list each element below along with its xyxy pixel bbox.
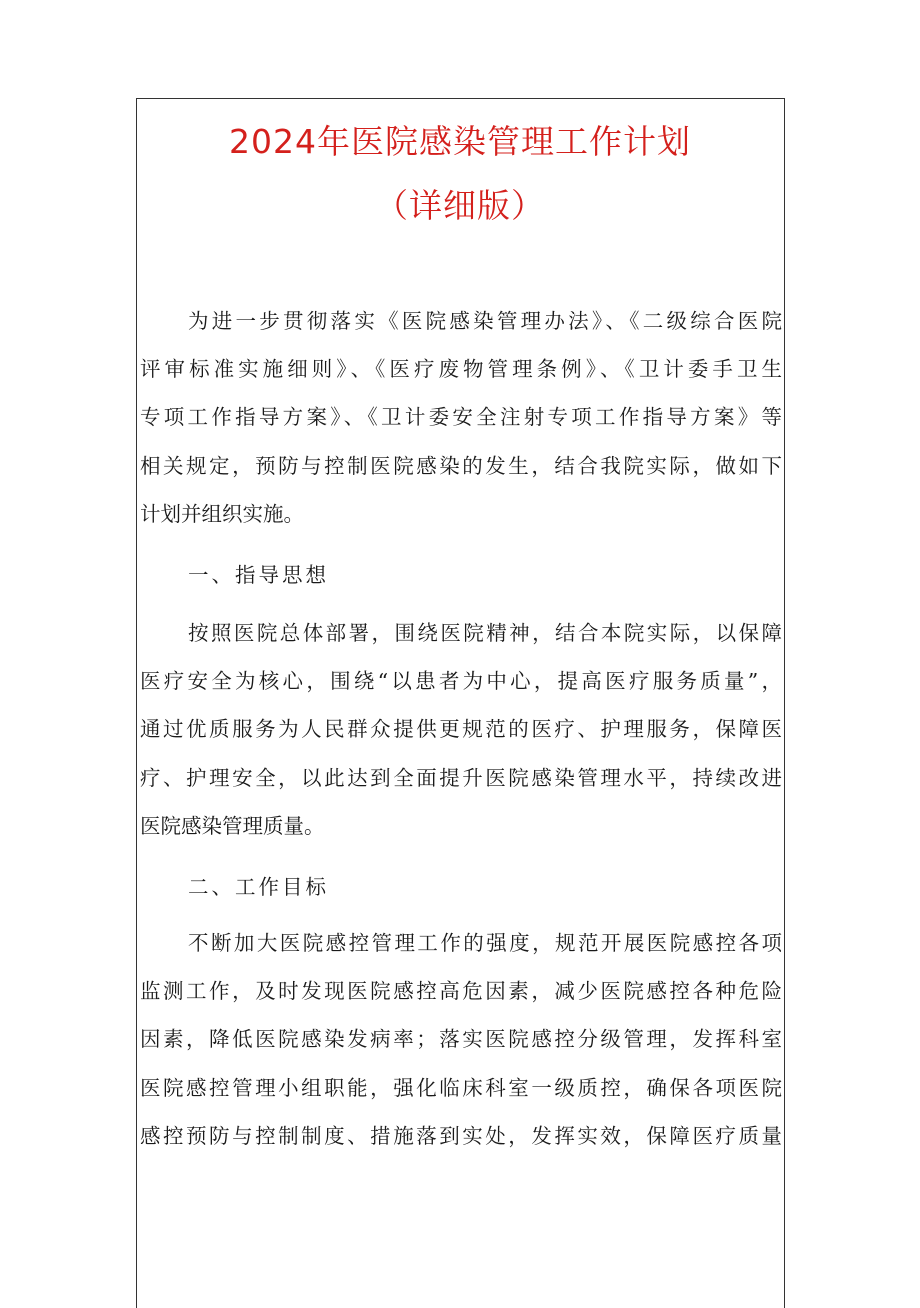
section2-line: 不断加大医院感控管理工作的强度，规范开展医院感控各项 (188, 931, 782, 955)
section1-line: 医院感染管理质量。 (140, 814, 325, 838)
section2-line: 监测工作，及时发现医院感控高危因素，减少医院感控各种危险 (140, 979, 782, 1003)
intro-line: 为进一步贯彻落实《医院感染管理办法》、《二级综合医院 (188, 309, 782, 333)
intro-line: 计划并组织实施。 (140, 502, 304, 526)
section1-line: 按照医院总体部署，围绕医院精神，结合本院实际，以保障 (188, 621, 782, 645)
document-subtitle: （详细版） (375, 186, 545, 225)
section1-line: 医疗安全为核心，围绕“以患者为中心，提高医疗服务质量”， (140, 669, 782, 693)
intro-line: 相关规定，预防与控制医院感染的发生，结合我院实际，做如下 (140, 454, 782, 478)
section2-line: 医院感控管理小组职能，强化临床科室一级质控，确保各项医院 (140, 1076, 782, 1100)
document-title: 2024年医院感染管理工作计划 (229, 122, 691, 161)
section-heading-guiding-ideology: 一、指导思想 (188, 563, 329, 587)
intro-line: 评审标准实施细则》、《医疗废物管理条例》、《卫计委手卫生 (140, 357, 782, 381)
intro-line: 专项工作指导方案》、《卫计委安全注射专项工作指导方案》等 (140, 405, 782, 429)
section1-line: 通过优质服务为人民群众提供更规范的医疗、护理服务，保障医 (140, 717, 782, 741)
section2-line: 因素，降低医院感染发病率；落实医院感控分级管理，发挥科室 (140, 1027, 782, 1051)
section2-line: 感控预防与控制制度、措施落到实处，发挥实效，保障医疗质量 (140, 1124, 782, 1148)
section-heading-work-goals: 二、工作目标 (188, 875, 329, 899)
section1-line: 疗、护理安全，以此达到全面提升医院感染管理水平，持续改进 (140, 766, 782, 790)
